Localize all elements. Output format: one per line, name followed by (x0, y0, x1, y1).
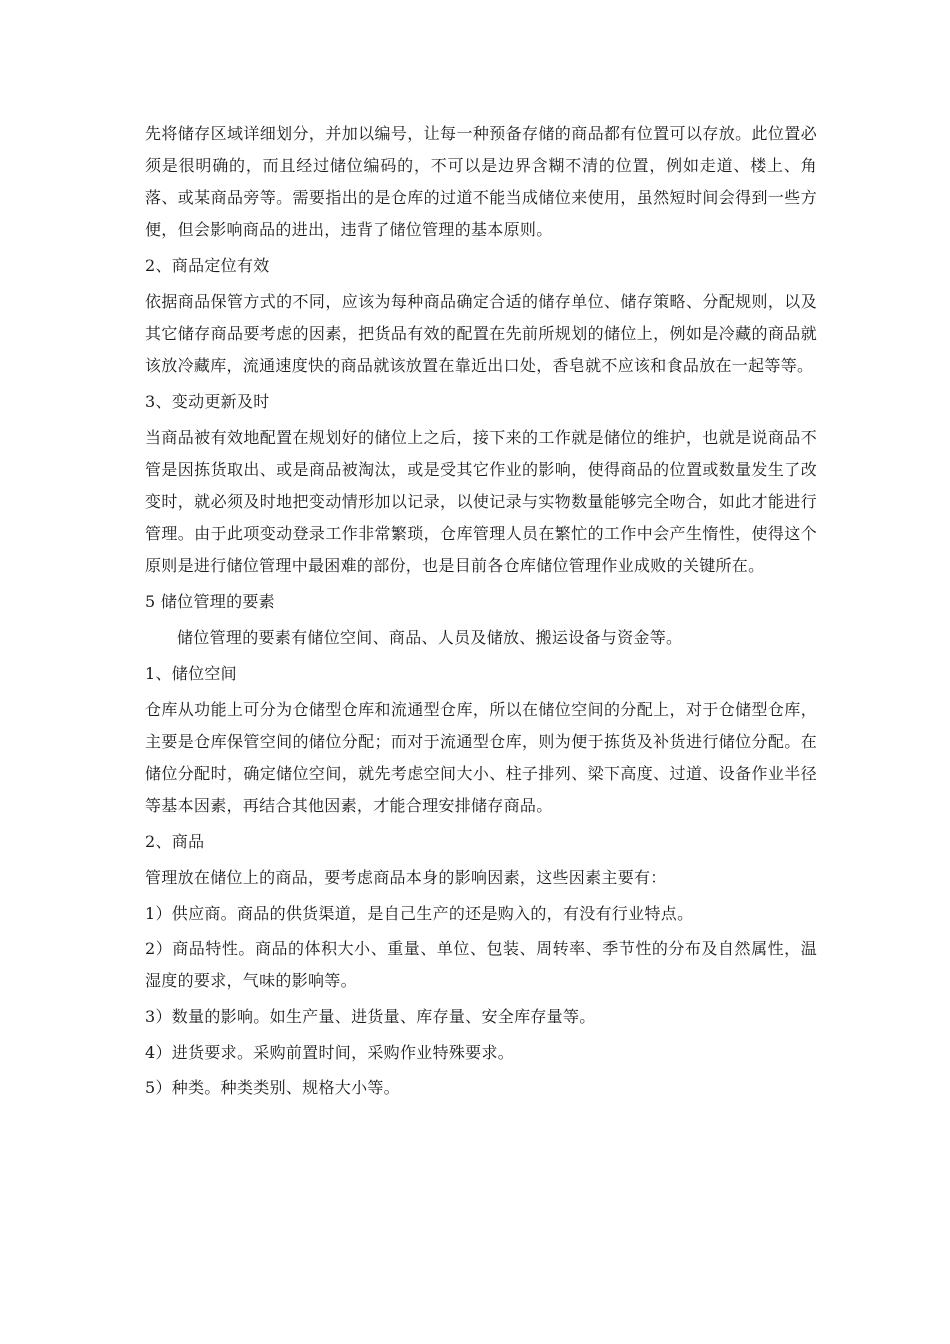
subheading-storage-space: 1、储位空间 (145, 664, 237, 683)
document-page (145, 118, 817, 1104)
heading-item-3: 3、变动更新及时 (145, 392, 270, 411)
list-item: 3）数量的影响。如生产量、进货量、库存量、安全库存量等。 (145, 1007, 596, 1026)
paragraph-storage-location: 先将储存区域详细划分，并加以编号，让每一种预备存储的商品都有位置可以存放。此位置必须是很明确的，而且经过储位编码的，不可以是边界含糊不清的位置，例如走道、楼上、角落、或某商品旁等。需要指出的是仓库的过道不能当成储位来使用，虽然短时间会得到一些方便，但会影响商品的进出，违背了储位管理的基本原则。 (145, 124, 817, 239)
subheading-goods: 2、商品 (145, 832, 205, 851)
list-item: 5）种类。种类类别、规格大小等。 (145, 1078, 400, 1097)
list-item: 2）商品特性。商品的体积大小、重量、单位、包装、周转率、季节性的分布及自然属性，温湿度的要求，气味的影响等。 (145, 939, 817, 990)
section-heading-5: 5 储位管理的要素 (145, 592, 275, 611)
paragraph-elements-intro: 储位管理的要素有储位空间、商品、人员及储放、搬运设备与资金等。 (177, 628, 683, 647)
paragraph-goods-intro: 管理放在储位上的商品，要考虑商品本身的影响因素，这些因素主要有： (145, 868, 667, 887)
paragraph-storage-space: 仓库从功能上可分为仓储型仓库和流通型仓库，所以在储位空间的分配上，对于仓储型仓库，主要是仓库保管空间的储位分配；而对于流通型仓库，则为便于拣货及补货进行储位分配。在储位分配时，确定储位空间，就先考虑空间大小、柱子排列、梁下高度、过道、设备作业半径等基本因素，再结合其他因素，才能合理安排储存商品。 (145, 700, 817, 815)
paragraph-positioning: 依据商品保管方式的不同，应该为每种商品确定合适的储存单位、储存策略、分配规则，以及其它储存商品要考虑的因素，把货品有效的配置在先前所规划的储位上，例如是冷藏的商品就该放冷藏库，流通速度快的商品就该放置在靠近出口处，香皂就不应该和食品放在一起等等。 (145, 292, 817, 375)
list-item: 4）进货要求。采购前置时间，采购作业特殊要求。 (145, 1042, 515, 1062)
paragraph-update: 当商品被有效地配置在规划好的储位上之后，接下来的工作就是储位的维护，也就是说商品不管是因拣货取出、或是商品被淘汰，或是受其它作业的影响，使得商品的位置或数量发生了改变时，就必须及时地把变动情形加以记录，以使记录与实物数量能够完全吻合，如此才能进行管理。由于此项变动登录工作非常繁琐，仓库管理人员在繁忙的工作中会产生惰性，使得这个原则是进行储位管理中最困难的部份，也是目前各仓库储位管理作业成败的关键所在。 (145, 428, 817, 575)
heading-item-2: 2、商品定位有效 (145, 256, 270, 275)
list-item: 1）供应商。商品的供货渠道，是自己生产的还是购入的，有没有行业特点。 (145, 903, 694, 923)
